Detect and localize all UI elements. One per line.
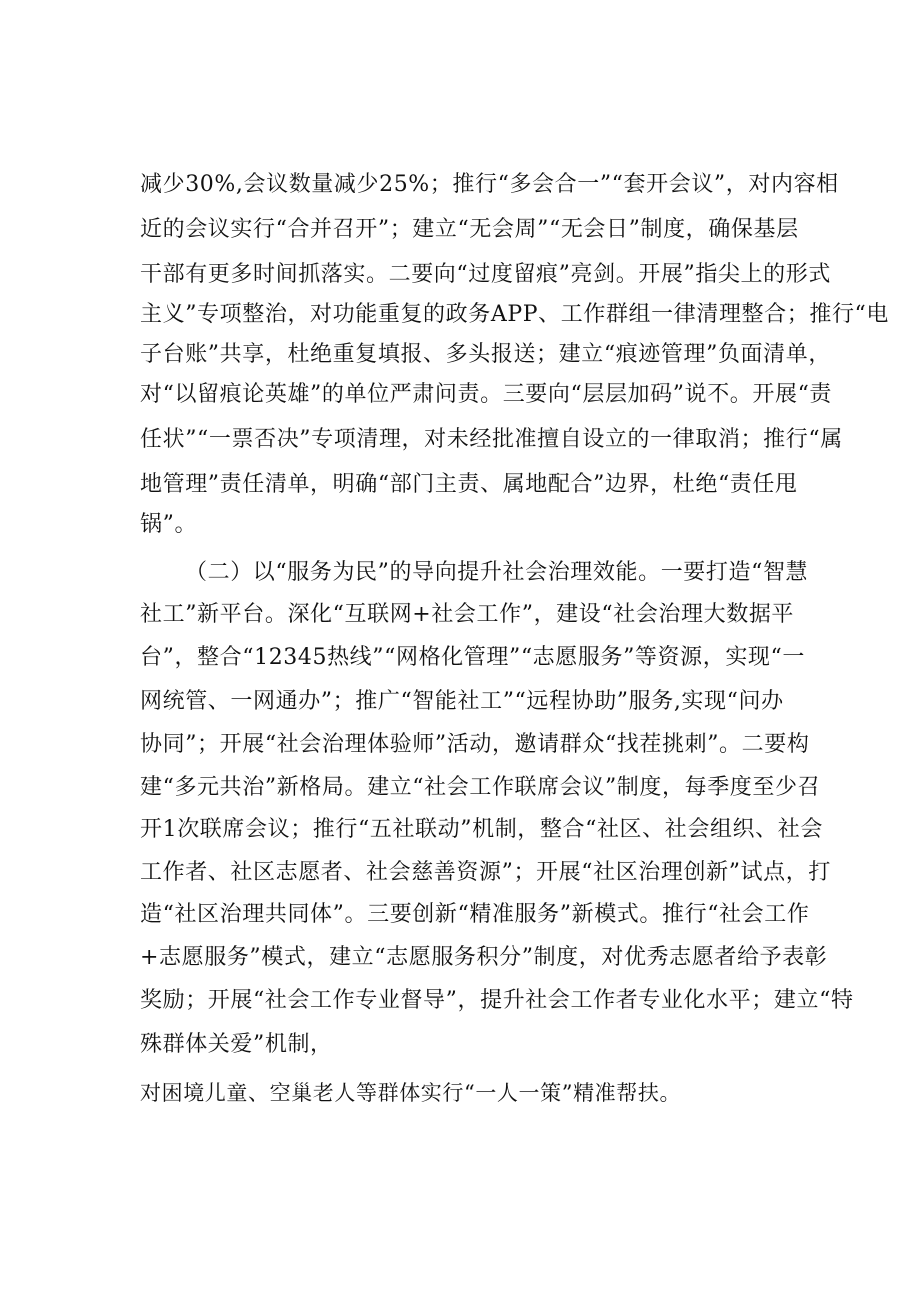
text-line: 干部有更多时间抓落实。二要向“过度留痕”亮剑。开展”指尖上的形式 <box>140 262 831 287</box>
text-line: 地管理”责任清单，明确“部门主责、属地配合”边界，杜绝“责任甩 <box>140 472 798 497</box>
text-line: 对“以留痕论英雄”的单位严肃问责。三要向“层层加码”说不。开展“责 <box>140 382 833 407</box>
text-line: 殊群体关爱”机制， <box>140 1032 333 1057</box>
text-line: 近的会议实行“合并召开”；建立“无会周”“无会日”制度，确保基层 <box>140 217 799 242</box>
text-line: 主义”专项整治，对功能重复的政务APP、工作群组一律清理整合；推行“电 <box>140 302 889 327</box>
text-line: 子台账”共享，杜绝重复填报、多头报送；建立“痕迹管理”负面清单， <box>140 342 831 367</box>
text-line: 减少30%,会议数量减少25%；推行“多会合一”“套开会议”，对内容相 <box>140 172 839 197</box>
text-line: 台”，整合“12345热线”“网格化管理”“志愿服务”等资源，实现“一 <box>140 645 805 670</box>
text-line: 任状”“一票否决”专项清理，对未经批准擅自设立的一律取消；推行“属 <box>140 427 843 452</box>
text-line: +志愿服务”模式，建立“志愿服务积分”制度，对优秀志愿者给予表彰 <box>140 945 828 970</box>
text-line: 建“多元共治”新格局。建立“社会工作联席会议”制度，每季度至少召 <box>140 775 821 800</box>
text-line: 社工”新平台。深化“互联网+社会工作”，建设“社会治理大数据平 <box>140 602 795 627</box>
text-line: 对困境儿童、空巢老人等群体实行“一人一策”精准帮扶。 <box>140 1081 682 1105</box>
text-line: 工作者、社区志愿者、社会慈善资源”；开展“社区治理创新”试点，打 <box>140 860 831 885</box>
text-line: 造“社区治理共同体”。三要创新“精准服务”新模式。推行“社会工作 <box>140 902 810 927</box>
text-line: 网统管、一网通办”；推广“智能社工”“远程协助”服务,实现“问办 <box>140 689 784 714</box>
text-line: 锅”。 <box>140 512 198 537</box>
text-line: 奖励；开展“社会工作专业督导”，提升社会工作者专业化水平；建立“特 <box>140 988 854 1013</box>
text-line: 协同”；开展“社会治理体验师”活动，邀请群众“找茬挑刺”。二要构 <box>140 732 810 757</box>
section-heading-line: （二）以“服务为民”的导向提升社会治理效能。一要打造“智慧 <box>185 560 809 585</box>
text-line: 开1次联席会议；推行“五社联动”机制，整合“社区、社会组织、社会 <box>140 817 823 842</box>
